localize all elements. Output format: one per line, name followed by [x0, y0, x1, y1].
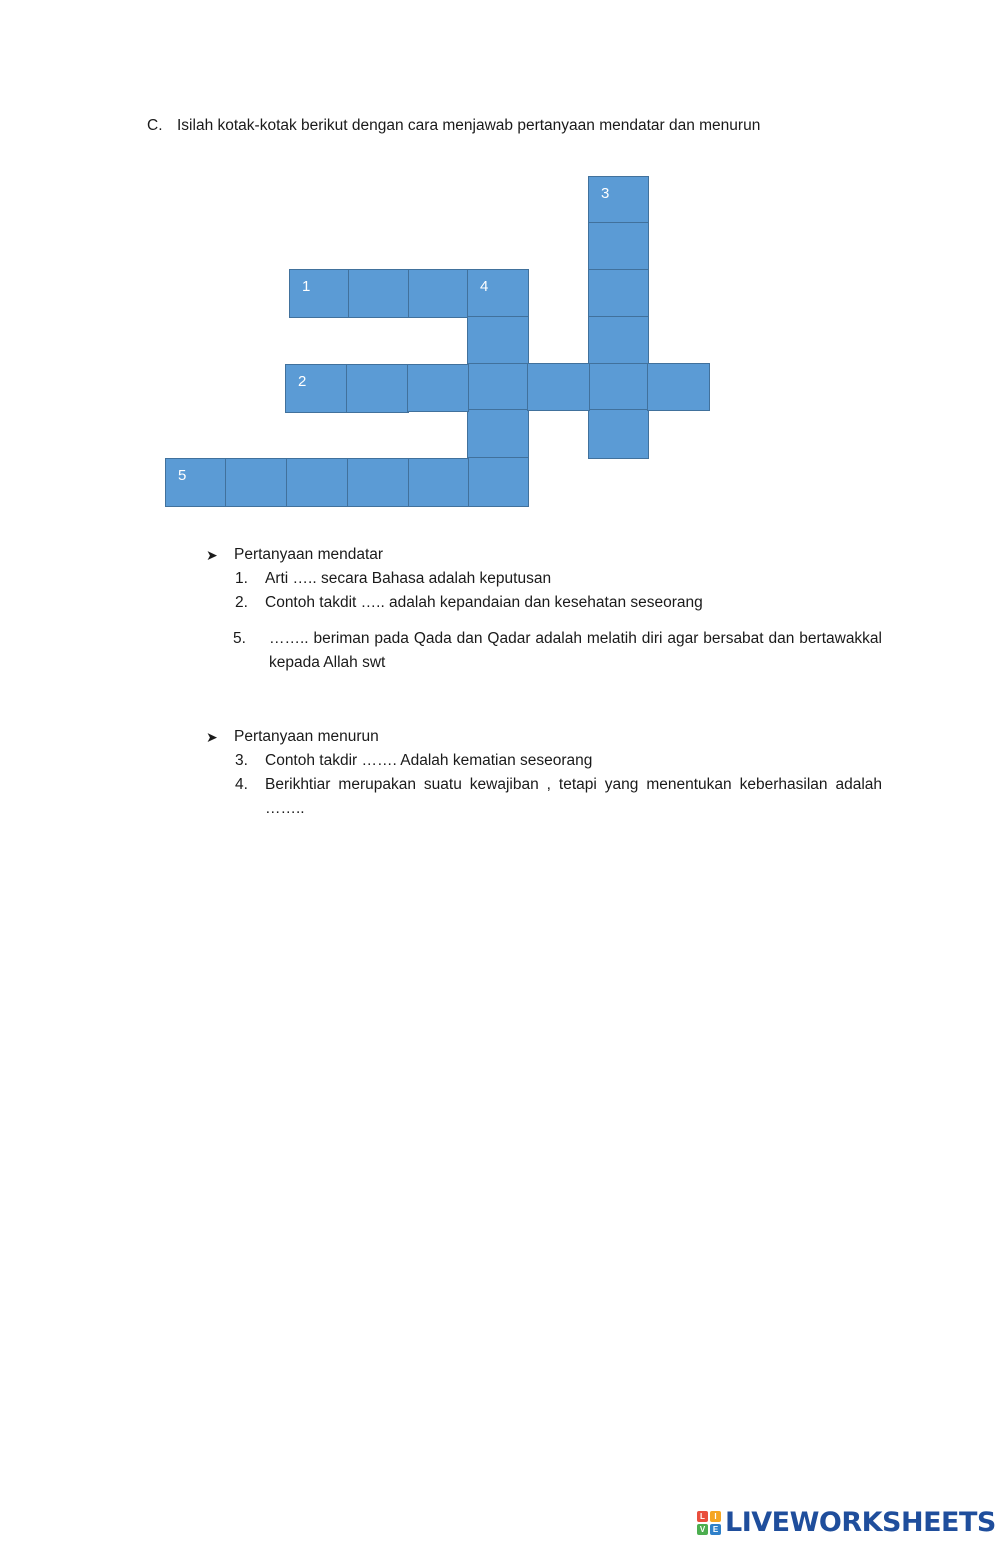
crossword-cell[interactable] [467, 269, 529, 318]
brand-name: LIVEWORKSHEETS [725, 1507, 996, 1538]
crossword-cell[interactable] [588, 176, 649, 224]
crossword-cell[interactable] [467, 409, 529, 459]
crossword-cell[interactable] [467, 363, 529, 411]
logo-tile: I [710, 1511, 721, 1522]
clues-across [206, 543, 882, 675]
crossword-cell[interactable] [407, 364, 469, 412]
crossword-cell[interactable] [408, 269, 470, 318]
crossword-cell[interactable] [647, 363, 710, 411]
clues-across-heading [206, 543, 882, 567]
clue-text: Contoh takdit ….. adalah kepandaian dan kesehatan seseorang [265, 594, 703, 611]
logo-tiles-icon [697, 1511, 721, 1535]
clue-num: 3. [235, 752, 248, 769]
logo-tile: L [697, 1511, 708, 1522]
clue-number: 3 [601, 185, 610, 202]
heading-text: Pertanyaan menurun [234, 728, 379, 745]
clues-down [206, 725, 882, 821]
crossword-cell[interactable] [348, 269, 410, 318]
crossword-cell[interactable] [467, 457, 529, 507]
crossword-cell[interactable] [588, 409, 649, 459]
crossword-cell[interactable] [289, 269, 350, 318]
heading-text: Pertanyaan mendatar [234, 546, 384, 563]
clue-num: 4. [235, 776, 248, 793]
clue-text: Arti ….. secara Bahasa adalah keputusan [265, 570, 552, 587]
crossword-cell[interactable] [285, 364, 348, 413]
clue-item [235, 773, 882, 821]
clue-item [235, 627, 882, 675]
logo-tile: V [697, 1524, 708, 1535]
crossword-cell[interactable] [225, 458, 288, 507]
liveworksheets-logo [697, 1507, 996, 1538]
clue-number: 2 [298, 373, 307, 390]
crossword-cell[interactable] [347, 458, 410, 507]
crossword-cell[interactable] [165, 458, 227, 507]
clue-text: …….. beriman pada Qada dan Qadar adalah melatih diri agar bersabat dan bertawakkal kepada Allah swt [269, 630, 882, 671]
clue-text: Contoh takdir ……. Adalah kematian seseorang [265, 752, 593, 769]
logo-tile: E [710, 1524, 721, 1535]
clue-number: 5 [178, 467, 187, 484]
instruction-text: Isilah kotak-kotak berikut dengan cara menjawab pertanyaan mendatar dan menurun [177, 117, 761, 134]
crossword-cell[interactable] [286, 458, 349, 507]
crossword-cell[interactable] [588, 222, 649, 271]
clue-num: 5. [233, 630, 246, 647]
crossword-cell[interactable] [346, 364, 409, 413]
arrow-bullet-icon: ➤ [206, 547, 218, 563]
clues-down-heading [206, 725, 882, 749]
clue-text: Berikhtiar merupakan suatu kewajiban , tetapi yang menentukan keberhasilan adalah …….. [265, 776, 882, 817]
arrow-bullet-icon: ➤ [206, 729, 218, 745]
crossword-cell[interactable] [467, 316, 529, 365]
crossword-cell[interactable] [408, 458, 469, 507]
crossword-cell[interactable] [588, 363, 649, 411]
crossword-cell[interactable] [588, 316, 649, 365]
clue-item [235, 591, 882, 615]
clue-num: 1. [235, 570, 248, 587]
clue-num: 2. [235, 594, 248, 611]
clue-number: 1 [302, 278, 311, 295]
instruction-letter: C. [147, 117, 163, 134]
clue-item [235, 749, 882, 773]
clue-number: 4 [480, 278, 489, 295]
crossword-cell[interactable] [527, 363, 590, 411]
clue-item [235, 567, 882, 591]
crossword-cell[interactable] [588, 269, 649, 318]
instruction [147, 117, 760, 135]
